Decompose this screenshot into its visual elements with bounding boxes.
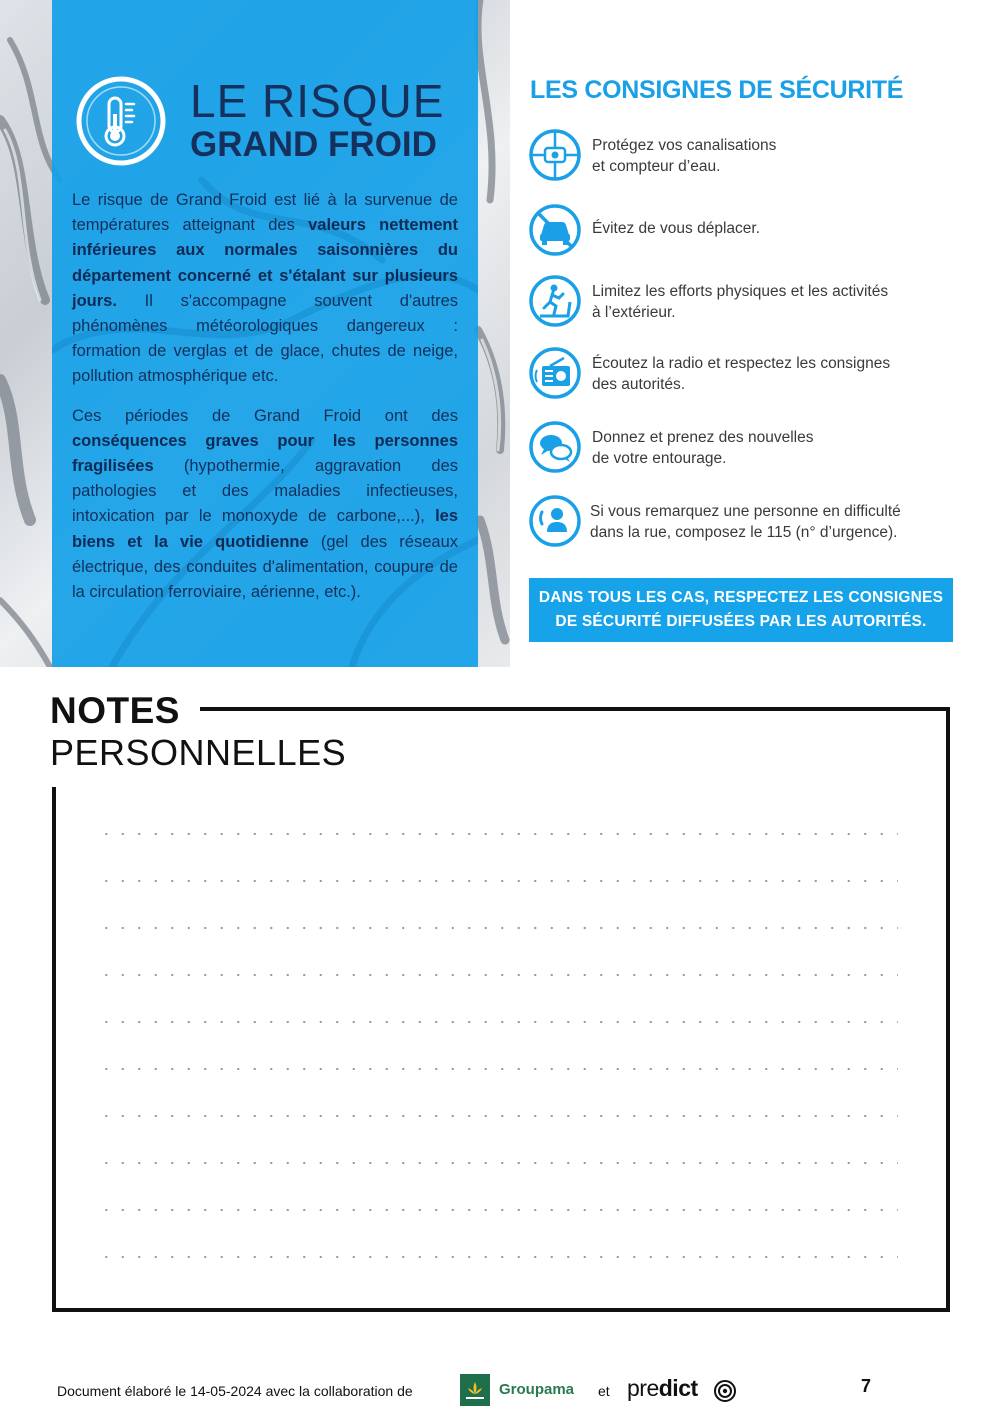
notes-dotted-line — [98, 1202, 898, 1249]
groupama-name: Groupama — [499, 1381, 575, 1398]
tip-2-line-1: Évitez de vous déplacer. — [592, 220, 761, 237]
tip-chat — [528, 420, 968, 480]
safety-banner — [529, 578, 953, 642]
predict-pre: pre — [627, 1375, 659, 1401]
tip-5-line-1: Donnez et prenez des nouvelles — [592, 429, 814, 446]
tip-radio — [528, 346, 968, 406]
banner-line-2: DE SÉCURITÉ DIFFUSÉES PAR LES AUTORITÉS. — [555, 613, 927, 630]
tip-4-line-1: Écoutez la radio et respectez les consignes — [592, 355, 891, 372]
title-grand-froid: GRAND FROID — [190, 125, 437, 164]
tip-6-line-2: dans la rue, composez le 115 (n° d’urgence). — [590, 523, 898, 541]
tip-emergency — [528, 494, 968, 554]
water-meter-icon — [528, 128, 582, 182]
tip-no-car — [528, 203, 968, 263]
tip-treadmill-text — [592, 282, 972, 323]
intro-p1-text-2: Il s'accompagne souvent d'autres phénomènes météorologiques dangereux : formation de verglas et de glace, chutes de neige, pollution atmosphérique etc. — [72, 291, 458, 386]
notes-frame-top — [200, 707, 950, 711]
predict-dict: dict — [658, 1375, 698, 1401]
notes-dotted-line — [98, 873, 898, 920]
tip-water-meter-text — [592, 136, 972, 177]
intro-p1-text-1: Le risque de Grand Froid est lié à la survenue de températures atteignant des — [72, 191, 458, 235]
thermometer-icon — [74, 74, 168, 168]
title-le-risque: LE RISQUE — [190, 75, 445, 127]
tip-treadmill — [528, 274, 968, 334]
intro-p2-text-3: (gel des réseaux électrique, des conduites d'alimentation, coupure de la circulation ferroviaire, aérienne, etc.). — [72, 532, 458, 602]
notes-dotted-line — [98, 1014, 898, 1061]
intro-paragraph-2 — [72, 404, 458, 606]
intro-p2-bold-1: conséquences graves pour les personnes fragilisées — [72, 431, 458, 476]
tip-4-line-2: des autorités. — [592, 375, 686, 393]
intro-text — [72, 188, 458, 619]
notes-frame-bottom — [52, 1308, 950, 1312]
chat-bubbles-icon — [528, 420, 582, 474]
notes-frame-right — [946, 707, 950, 1312]
tip-water-meter — [528, 128, 968, 188]
notes-title: NOTES — [50, 690, 180, 731]
emergency-call-icon — [528, 494, 582, 548]
predict-target-icon — [713, 1379, 737, 1403]
notes-dotted-line — [98, 967, 898, 1014]
intro-p2-bold-2: les biens et la vie quotidienne — [72, 507, 458, 551]
intro-p1-bold-1: valeurs nettement inférieures aux normales saisonnières du département concerné et s'étalant sur plusieurs jours. — [72, 216, 459, 310]
tip-chat-text — [592, 428, 972, 469]
page-number: 7 — [861, 1376, 872, 1396]
no-car-icon — [528, 203, 582, 257]
notes-writing-area[interactable] — [98, 826, 898, 1276]
consignes-title: LES CONSIGNES DE SÉCURITÉ — [530, 76, 904, 104]
notes-dotted-line — [98, 1249, 898, 1296]
notes-dotted-line — [98, 826, 898, 873]
groupama-logo — [460, 1374, 490, 1406]
groupama-leaf-icon — [460, 1374, 490, 1406]
tip-1-line-1: Protégez vos canalisations — [592, 137, 777, 154]
intro-p2-text-2: (hypothermie, aggravation des pathologies et des maladies infectieuses, intoxication par le monoxyde de carbone,...), — [72, 457, 458, 526]
tip-1-line-2: et compteur d’eau. — [592, 157, 721, 175]
tip-3-line-1: Limitez les efforts physiques et les activités — [592, 283, 889, 300]
tip-6-line-1: Si vous remarquez une personne en difficulté — [590, 503, 901, 520]
intro-p2-text-1: Ces périodes de Grand Froid ont des — [72, 406, 458, 425]
banner-line-1: DANS TOUS LES CAS, RESPECTEZ LES CONSIGNES — [538, 589, 944, 606]
notes-subtitle: PERSONNELLES — [50, 732, 347, 773]
notes-dotted-line — [98, 1155, 898, 1202]
notes-dotted-line — [98, 1061, 898, 1108]
tip-no-car-text — [592, 219, 972, 240]
notes-dotted-line — [98, 920, 898, 967]
tip-radio-text — [592, 354, 972, 395]
footer-et: et — [598, 1383, 610, 1399]
footer-credit: Document élaboré le 14-05-2024 avec la collaboration de — [57, 1383, 413, 1399]
intro-paragraph-1 — [72, 188, 458, 390]
radio-icon — [528, 346, 582, 400]
treadmill-icon — [528, 274, 582, 328]
tip-emergency-text — [590, 502, 970, 543]
tip-5-line-2: de votre entourage. — [592, 449, 727, 467]
notes-dotted-line — [98, 1108, 898, 1155]
predict-logo-text — [627, 1375, 698, 1402]
notes-frame-left — [52, 787, 56, 1312]
tip-3-line-2: à l’extérieur. — [592, 303, 676, 321]
